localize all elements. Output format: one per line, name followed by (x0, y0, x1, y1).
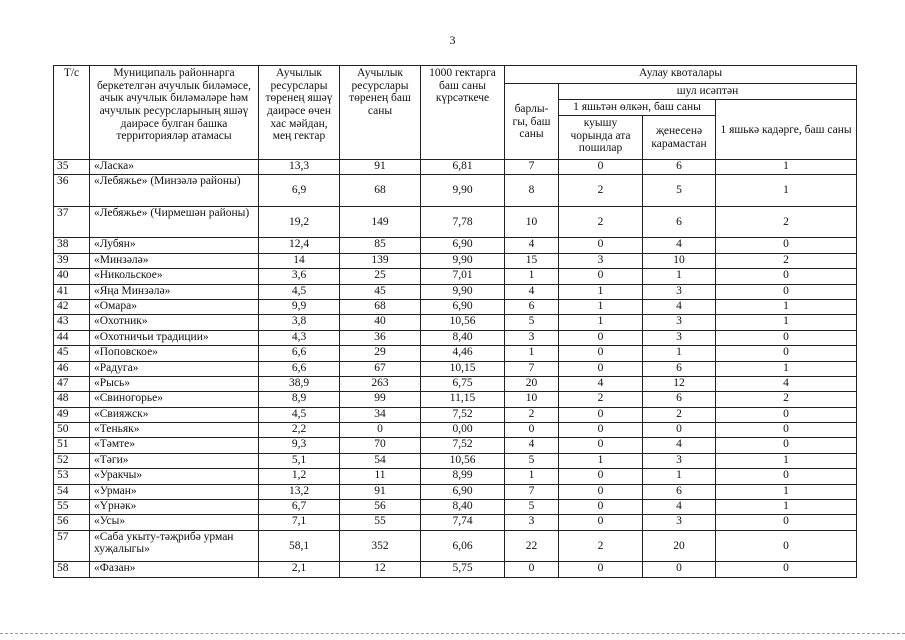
cell-under-1yr: 0 (716, 346, 857, 361)
table-row (54, 500, 857, 515)
cell-density: 6,81 (421, 160, 505, 175)
cell-breeding: 2 (559, 206, 643, 238)
cell-area: 14 (259, 253, 340, 268)
cell-area: 9,3 (259, 438, 340, 453)
cell-no-sex: 4 (643, 500, 716, 515)
cell-name: «Яңа Минзәлә» (90, 284, 259, 299)
table-row (54, 175, 857, 207)
cell-area: 9,9 (259, 299, 340, 314)
cell-num: 55 (54, 500, 90, 515)
cell-breeding: 0 (559, 469, 643, 484)
header-area: Аучылык ресурслары төренең яшәү даирәсе өчен хас мәйдан, мең гектар (259, 66, 340, 160)
cell-under-1yr: 1 (716, 160, 857, 175)
cell-quota-total: 5 (505, 453, 559, 468)
cell-quota-total: 4 (505, 238, 559, 253)
cell-count: 54 (340, 453, 421, 468)
cell-name: «Саба укыту-тәҗрибә урман хуҗалыгы» (90, 530, 259, 562)
table-row (54, 469, 857, 484)
table-row (54, 330, 857, 345)
cell-num: 35 (54, 160, 90, 175)
cell-area: 13,3 (259, 160, 340, 175)
cell-num: 48 (54, 392, 90, 407)
cell-name: «Свияжск» (90, 407, 259, 422)
table-row (54, 253, 857, 268)
cell-quota-total: 0 (505, 562, 559, 577)
table-row (54, 392, 857, 407)
cell-under-1yr: 1 (716, 500, 857, 515)
cell-quota-total: 20 (505, 376, 559, 391)
cell-density: 9,90 (421, 175, 505, 207)
cell-quota-total: 1 (505, 469, 559, 484)
table-row (54, 423, 857, 438)
cell-under-1yr: 0 (716, 423, 857, 438)
cell-density: 6,90 (421, 484, 505, 499)
cell-no-sex: 6 (643, 361, 716, 376)
cell-quota-total: 10 (505, 392, 559, 407)
table-row (54, 515, 857, 530)
cell-area: 6,7 (259, 500, 340, 515)
cell-quota-total: 5 (505, 315, 559, 330)
cell-breeding: 0 (559, 330, 643, 345)
cell-area: 13,2 (259, 484, 340, 499)
cell-count: 67 (340, 361, 421, 376)
cell-count: 149 (340, 206, 421, 238)
cell-under-1yr: 0 (716, 515, 857, 530)
cell-count: 34 (340, 407, 421, 422)
cell-name: «Тәмте» (90, 438, 259, 453)
cell-num: 41 (54, 284, 90, 299)
header-quota-total: барлы-гы, баш саны (505, 84, 559, 160)
cell-quota-total: 4 (505, 438, 559, 453)
cell-area: 3,8 (259, 315, 340, 330)
cell-name: «Никольское» (90, 269, 259, 284)
cell-num: 52 (54, 453, 90, 468)
header-breeding: куышу чорында ата пошилар (559, 116, 643, 160)
cell-density: 7,01 (421, 269, 505, 284)
cell-breeding: 0 (559, 160, 643, 175)
cell-quota-total: 3 (505, 330, 559, 345)
cell-num: 46 (54, 361, 90, 376)
cell-quota-total: 10 (505, 206, 559, 238)
cell-under-1yr: 0 (716, 562, 857, 577)
table-row (54, 206, 857, 238)
cell-num: 44 (54, 330, 90, 345)
cell-area: 2,2 (259, 423, 340, 438)
cell-density: 11,15 (421, 392, 505, 407)
cell-quota-total: 1 (505, 269, 559, 284)
table-row (54, 438, 857, 453)
cell-name: «Охотник» (90, 315, 259, 330)
table-row (54, 315, 857, 330)
cell-density: 7,74 (421, 515, 505, 530)
cell-name: «Поповское» (90, 346, 259, 361)
cell-under-1yr: 1 (716, 484, 857, 499)
cell-area: 6,6 (259, 346, 340, 361)
cell-under-1yr: 0 (716, 284, 857, 299)
cell-num: 36 (54, 175, 90, 207)
header-name: Муниципаль районнарга беркетелгән ачучлык биләмәсе, ачык ачучлык биләмәләре һәм ачучлык ресурсларының яшәү даирәсе булган башка территорияләр атамасы (90, 66, 259, 160)
cell-quota-total: 7 (505, 484, 559, 499)
cell-under-1yr: 1 (716, 315, 857, 330)
cell-count: 36 (340, 330, 421, 345)
cell-density: 9,90 (421, 253, 505, 268)
cell-under-1yr: 1 (716, 175, 857, 207)
cell-count: 55 (340, 515, 421, 530)
cell-quota-total: 3 (505, 515, 559, 530)
cell-name: «Фазан» (90, 562, 259, 577)
table-row (54, 269, 857, 284)
cell-density: 10,56 (421, 315, 505, 330)
cell-area: 4,5 (259, 284, 340, 299)
cell-count: 68 (340, 299, 421, 314)
cell-breeding: 0 (559, 269, 643, 284)
cell-no-sex: 20 (643, 530, 716, 562)
cell-num: 45 (54, 346, 90, 361)
cell-count: 352 (340, 530, 421, 562)
cell-area: 2,1 (259, 562, 340, 577)
cell-breeding: 4 (559, 376, 643, 391)
header-over-1yr: 1 яшьтән өлкән, баш саны (559, 100, 716, 116)
cell-breeding: 2 (559, 392, 643, 407)
cell-no-sex: 4 (643, 299, 716, 314)
cell-num: 58 (54, 562, 90, 577)
header-count: Аучылык ресурслары төренең баш саны (340, 66, 421, 160)
cell-name: «Рысь» (90, 376, 259, 391)
cell-no-sex: 1 (643, 269, 716, 284)
header-num: Т/с (54, 66, 90, 160)
cell-name: «Ласка» (90, 160, 259, 175)
cell-no-sex: 12 (643, 376, 716, 391)
cell-name: «Тәги» (90, 453, 259, 468)
cell-num: 38 (54, 238, 90, 253)
cell-density: 7,78 (421, 206, 505, 238)
cell-area: 12,4 (259, 238, 340, 253)
cell-no-sex: 4 (643, 438, 716, 453)
cell-under-1yr: 1 (716, 453, 857, 468)
cell-under-1yr: 1 (716, 299, 857, 314)
cell-density: 10,56 (421, 453, 505, 468)
cell-breeding: 0 (559, 484, 643, 499)
table-body (54, 160, 857, 578)
cell-quota-total: 15 (505, 253, 559, 268)
cell-no-sex: 3 (643, 330, 716, 345)
cell-count: 29 (340, 346, 421, 361)
cell-quota-total: 1 (505, 346, 559, 361)
header-quota-group: Аулау квоталары (505, 66, 857, 84)
cell-breeding: 0 (559, 438, 643, 453)
cell-name: «Омара» (90, 299, 259, 314)
cell-area: 1,2 (259, 469, 340, 484)
cell-count: 11 (340, 469, 421, 484)
scan-edge-line (0, 633, 905, 634)
cell-area: 19,2 (259, 206, 340, 238)
cell-no-sex: 6 (643, 484, 716, 499)
header-including: шул исәптән (559, 84, 857, 100)
cell-name: «Усы» (90, 515, 259, 530)
cell-count: 0 (340, 423, 421, 438)
cell-quota-total: 0 (505, 423, 559, 438)
cell-density: 8,40 (421, 330, 505, 345)
cell-under-1yr: 0 (716, 530, 857, 562)
table-row (54, 160, 857, 175)
cell-area: 3,6 (259, 269, 340, 284)
cell-under-1yr: 1 (716, 361, 857, 376)
cell-breeding: 0 (559, 346, 643, 361)
cell-no-sex: 1 (643, 346, 716, 361)
cell-num: 37 (54, 206, 90, 238)
cell-count: 91 (340, 160, 421, 175)
cell-no-sex: 2 (643, 407, 716, 422)
cell-quota-total: 8 (505, 175, 559, 207)
cell-breeding: 0 (559, 407, 643, 422)
cell-area: 38,9 (259, 376, 340, 391)
cell-density: 8,99 (421, 469, 505, 484)
cell-no-sex: 3 (643, 453, 716, 468)
cell-num: 50 (54, 423, 90, 438)
cell-under-1yr: 0 (716, 407, 857, 422)
cell-no-sex: 1 (643, 469, 716, 484)
cell-under-1yr: 0 (716, 469, 857, 484)
cell-quota-total: 4 (505, 284, 559, 299)
cell-area: 6,6 (259, 361, 340, 376)
cell-no-sex: 3 (643, 315, 716, 330)
cell-density: 7,52 (421, 407, 505, 422)
cell-no-sex: 0 (643, 562, 716, 577)
cell-density: 9,90 (421, 284, 505, 299)
cell-density: 5,75 (421, 562, 505, 577)
cell-num: 51 (54, 438, 90, 453)
cell-count: 263 (340, 376, 421, 391)
cell-breeding: 2 (559, 175, 643, 207)
cell-breeding: 0 (559, 515, 643, 530)
cell-count: 56 (340, 500, 421, 515)
table-row (54, 407, 857, 422)
cell-name: «Лебяжье» (Чирмешән районы) (90, 206, 259, 238)
cell-num: 47 (54, 376, 90, 391)
cell-density: 6,90 (421, 238, 505, 253)
cell-name: «Уракчы» (90, 469, 259, 484)
cell-count: 25 (340, 269, 421, 284)
cell-name: «Свиногорье» (90, 392, 259, 407)
cell-breeding: 1 (559, 284, 643, 299)
cell-under-1yr: 2 (716, 206, 857, 238)
table-row (54, 238, 857, 253)
cell-breeding: 1 (559, 315, 643, 330)
cell-quota-total: 22 (505, 530, 559, 562)
header-under-1yr: 1 яшькә кадәрге, баш саны (716, 100, 857, 160)
cell-count: 45 (340, 284, 421, 299)
cell-under-1yr: 0 (716, 438, 857, 453)
cell-under-1yr: 2 (716, 253, 857, 268)
cell-density: 6,75 (421, 376, 505, 391)
cell-breeding: 0 (559, 238, 643, 253)
cell-count: 68 (340, 175, 421, 207)
cell-under-1yr: 2 (716, 392, 857, 407)
cell-num: 40 (54, 269, 90, 284)
table-row (54, 484, 857, 499)
cell-num: 43 (54, 315, 90, 330)
cell-no-sex: 5 (643, 175, 716, 207)
table-row (54, 530, 857, 562)
cell-num: 42 (54, 299, 90, 314)
cell-name: «Лубян» (90, 238, 259, 253)
cell-no-sex: 3 (643, 515, 716, 530)
header-no-sex: җенесенә карамастан (643, 116, 716, 160)
cell-name: «Охотничьи традиции» (90, 330, 259, 345)
cell-name: «Минзәлә» (90, 253, 259, 268)
cell-no-sex: 6 (643, 160, 716, 175)
table-row (54, 562, 857, 577)
cell-breeding: 3 (559, 253, 643, 268)
cell-name: «Радуга» (90, 361, 259, 376)
cell-count: 139 (340, 253, 421, 268)
cell-under-1yr: 0 (716, 269, 857, 284)
cell-no-sex: 6 (643, 392, 716, 407)
cell-num: 49 (54, 407, 90, 422)
cell-count: 70 (340, 438, 421, 453)
cell-num: 56 (54, 515, 90, 530)
cell-density: 6,90 (421, 299, 505, 314)
table-row (54, 361, 857, 376)
cell-no-sex: 4 (643, 238, 716, 253)
cell-breeding: 0 (559, 562, 643, 577)
cell-no-sex: 0 (643, 423, 716, 438)
table-row (54, 376, 857, 391)
cell-quota-total: 7 (505, 361, 559, 376)
table-row (54, 346, 857, 361)
cell-count: 12 (340, 562, 421, 577)
cell-area: 4,5 (259, 407, 340, 422)
cell-under-1yr: 0 (716, 238, 857, 253)
cell-density: 4,46 (421, 346, 505, 361)
page-number: 3 (449, 33, 456, 47)
cell-breeding: 2 (559, 530, 643, 562)
cell-density: 6,06 (421, 530, 505, 562)
cell-name: «Теньяк» (90, 423, 259, 438)
cell-quota-total: 6 (505, 299, 559, 314)
cell-num: 57 (54, 530, 90, 562)
cell-breeding: 0 (559, 423, 643, 438)
cell-density: 8,40 (421, 500, 505, 515)
cell-name: «Урман» (90, 484, 259, 499)
cell-under-1yr: 0 (716, 330, 857, 345)
quota-table (53, 65, 857, 578)
cell-name: «Лебяжье» (Минзәлә районы) (90, 175, 259, 207)
cell-count: 85 (340, 238, 421, 253)
table-row (54, 453, 857, 468)
cell-density: 7,52 (421, 438, 505, 453)
cell-breeding: 0 (559, 361, 643, 376)
cell-count: 40 (340, 315, 421, 330)
cell-no-sex: 6 (643, 206, 716, 238)
cell-num: 39 (54, 253, 90, 268)
cell-num: 53 (54, 469, 90, 484)
cell-quota-total: 5 (505, 500, 559, 515)
cell-no-sex: 3 (643, 284, 716, 299)
cell-density: 10,15 (421, 361, 505, 376)
cell-under-1yr: 4 (716, 376, 857, 391)
table-row (54, 284, 857, 299)
cell-count: 99 (340, 392, 421, 407)
cell-breeding: 1 (559, 299, 643, 314)
cell-area: 4,3 (259, 330, 340, 345)
cell-area: 5,1 (259, 453, 340, 468)
cell-no-sex: 10 (643, 253, 716, 268)
cell-area: 7,1 (259, 515, 340, 530)
cell-breeding: 0 (559, 500, 643, 515)
cell-num: 54 (54, 484, 90, 499)
cell-area: 8,9 (259, 392, 340, 407)
cell-area: 58,1 (259, 530, 340, 562)
cell-breeding: 1 (559, 453, 643, 468)
cell-quota-total: 7 (505, 160, 559, 175)
header-density: 1000 гектарга баш саны күрсәткече (421, 66, 505, 160)
cell-density: 0,00 (421, 423, 505, 438)
cell-name: «Үрнәк» (90, 500, 259, 515)
cell-quota-total: 2 (505, 407, 559, 422)
cell-area: 6,9 (259, 175, 340, 207)
cell-count: 91 (340, 484, 421, 499)
table-row (54, 299, 857, 314)
